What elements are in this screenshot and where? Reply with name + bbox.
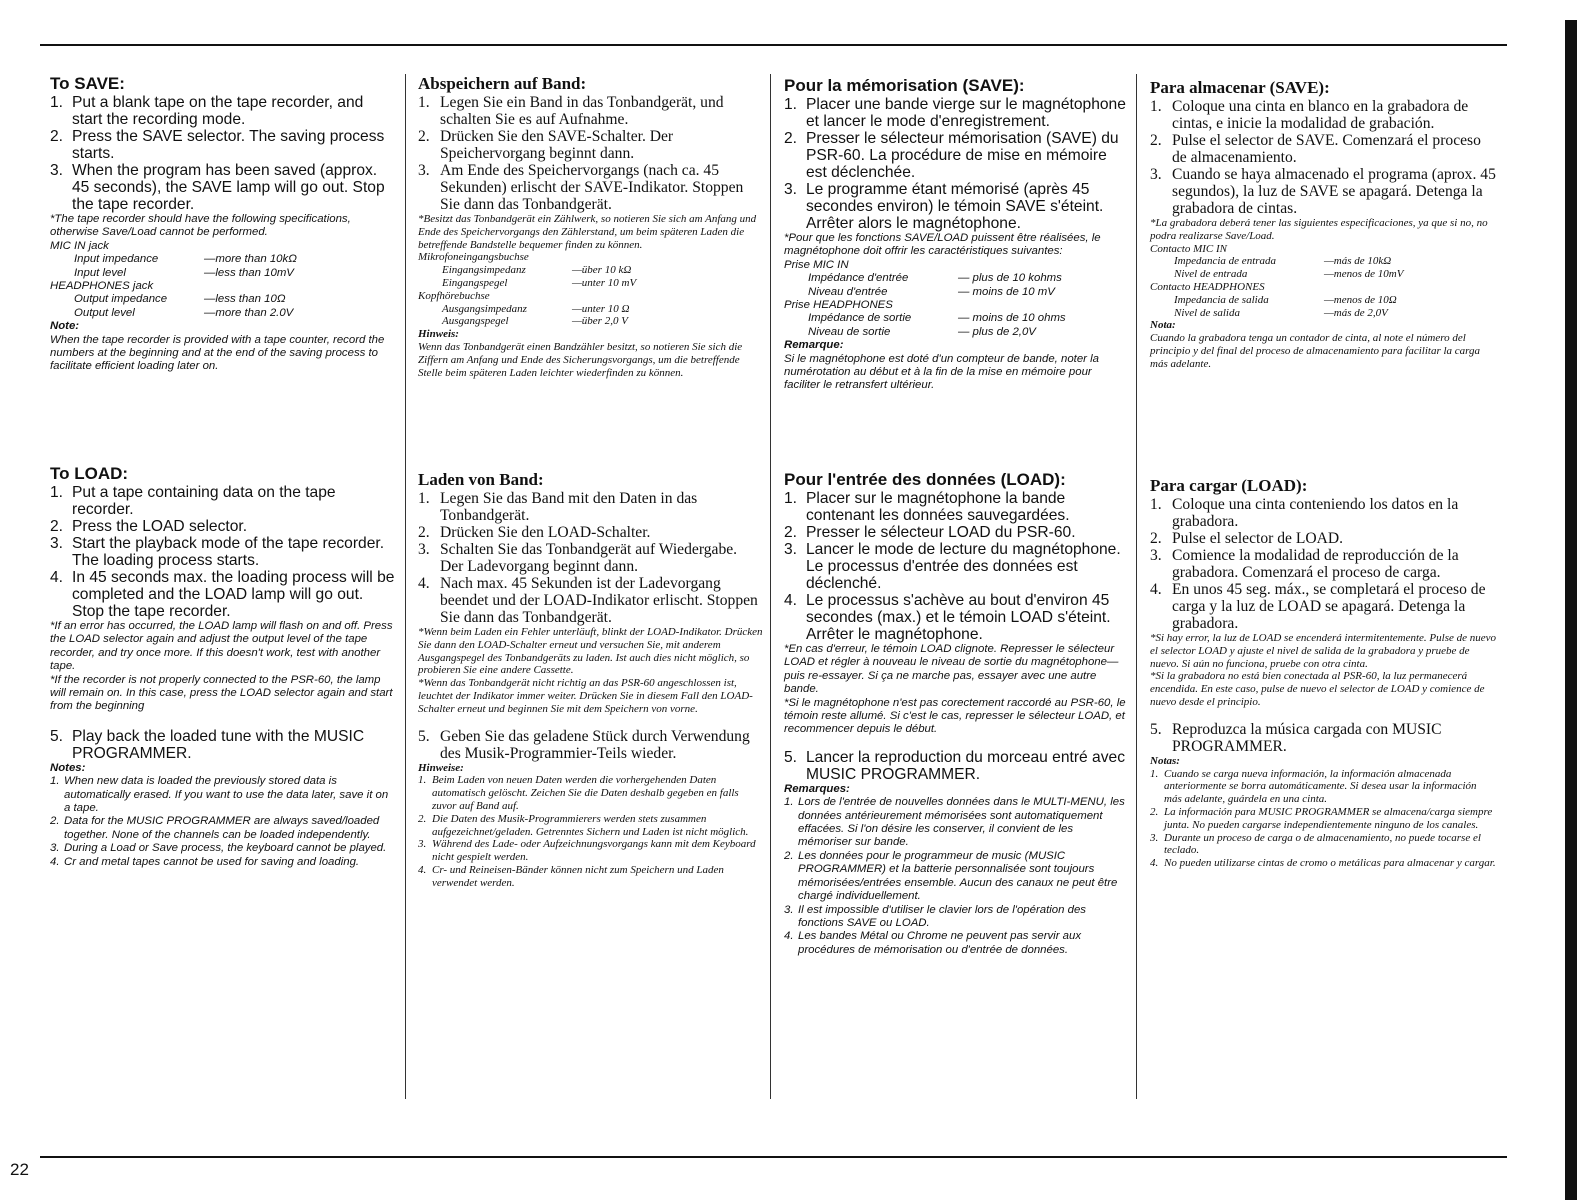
save-section: [418, 74, 764, 379]
load-section: [50, 464, 396, 869]
note-item: 3. Il est impossible d'utiliser le clavier lors de l'opération des fonctions SAVE ou LOAD.: [784, 903, 1086, 929]
notes-list: [50, 775, 396, 869]
load-footnote: *Si le magnétophone n'est pas corectement raccordé au PSR-60, le témoin reste allumé. Si c'est le cas, represser le sélecteur LOAD, et recommencer depuis le début.: [784, 696, 1126, 736]
note-text: Wenn das Tonbandgerät einen Bandzähler besitzt, so notieren Sie sich die Ziffern am Anfang und Ende des Sicherungsvorgangs, um die betreffende Stelle beim späteren Laden leichter wiederfinden zu können.: [418, 340, 743, 379]
note-label: Nota:: [1150, 319, 1176, 332]
save-step: 3. When the program has been saved (approx. 45 seconds), the SAVE lamp will go out. Stop the tape recorder.: [50, 162, 385, 213]
load-footnote: *If the recorder is not properly connected to the PSR-60, the lamp will remain on. In this case, press the LOAD selector again and start from the beginning: [50, 673, 393, 713]
notes-list: [1150, 768, 1496, 870]
notes-label: Hinweise:: [418, 761, 464, 774]
load-step: 2. Pulse el selector de LOAD.: [1150, 530, 1344, 547]
save-heading: To SAVE:: [50, 74, 125, 93]
bottom-rule: [40, 1156, 1507, 1158]
notes-list: [418, 774, 764, 889]
load-step: 1. Legen Sie das Band mit den Daten in das Tonbandgerät.: [418, 490, 698, 524]
note-item: 1. Cuando se carga nueva información, la información almacenada anteriormente se borra automáticamente. Si desea usar la información más adelante, guárdela en una cinta.: [1150, 767, 1477, 806]
load-section: [784, 470, 1130, 957]
save-section: [1150, 78, 1496, 371]
note-item: 4. Cr- und Reineisen-Bänder können nicht zum Speichern und Laden verwendet werden.: [418, 863, 724, 889]
save-footnote: *La grabadora deberá tener las siguientes especificaciones, ya que si no, no podra realizarse Save/Load.: [1150, 217, 1488, 242]
binding-edge: [1565, 20, 1577, 1200]
save-section: [50, 74, 396, 374]
save-step: 2. Drücken Sie den SAVE-Schalter. Der Speichervorgang beginnt dann.: [418, 128, 674, 162]
load-step: 1. Placer sur le magnétophone la bande contenant les données sauvegardées.: [784, 490, 1070, 524]
load-step: 3. Start the playback mode of the tape recorder. The loading process starts.: [50, 535, 385, 569]
note-item: 4. Cr and metal tapes cannot be used for saving and loading.: [50, 855, 360, 868]
save-step: 2. Presser le sélecteur mémorisation (SAVE) du PSR-60. La procédure de mise en mémoire est déclenchée.: [784, 130, 1119, 181]
load-step: 1. Coloque una cinta conteniendo los datos en la grabadora.: [1150, 496, 1459, 530]
column-german: [418, 74, 764, 1094]
playback-step: 5. Reproduzca la música cargada con MUSIC PROGRAMMER.: [1150, 720, 1442, 755]
column-spanish: [1150, 74, 1496, 1094]
save-step: 2. Press the SAVE selector. The saving process starts.: [50, 128, 385, 162]
spec-table: Prise MIC IN Impédance d'entrée — plus de 10 kohms Niveau d'entrée — moins de 10 mV Prise HEADPHONES Impédance de sortie — moins de 10 ohms Niveau de sortie — plus de 2,0V: [784, 258, 1066, 338]
column-english: [50, 74, 396, 1094]
note-item: 3. During a Load or Save process, the keyboard cannot be played.: [50, 842, 387, 855]
column-divider: [1136, 74, 1137, 1099]
column-french: [784, 74, 1130, 1094]
save-step: 2. Pulse el selector de SAVE. Comenzará el proceso de almacenamiento.: [1150, 132, 1481, 166]
note-text: When the tape recorder is provided with a tape counter, record the numbers at the beginning and at the end of the saving process to facilitate efficient loading later on.: [50, 333, 385, 373]
load-step: 1. Put a tape containing data on the tape recorder.: [50, 484, 336, 518]
save-heading: Abspeichern auf Band:: [418, 74, 587, 93]
notes-label: Remarques:: [784, 782, 850, 795]
column-divider: [405, 74, 406, 1099]
save-step: 3. Le programme étant mémorisé (après 45 secondes environ) le témoin SAVE s'éteint. Arrêter alors le magnétophone.: [784, 181, 1104, 232]
load-step: 4. In 45 seconds max. the loading process will be completed and the LOAD lamp will go out. Stop the tape recorder.: [50, 569, 395, 620]
save-step: 3. Cuando se haya almacenado el programa (aprox. 45 segundos), la luz de SAVE se apagará. Detenga la grabadora de cintas.: [1150, 166, 1496, 217]
load-step: 4. Le processus s'achève au bout d'environ 45 secondes (max.) et le témoin LOAD s'éteint. Arrêter le magnétophone.: [784, 592, 1111, 643]
save-step: 1. Put a blank tape on the tape recorder, and start the recording mode.: [50, 94, 364, 128]
load-heading: Laden von Band:: [418, 470, 544, 489]
note-text: Si le magnétophone est doté d'un compteur de bande, noter la numérotation au début et à la fin de la mise en mémoire pour faciliter le retransfert ultérieur.: [784, 352, 1100, 392]
note-item: 2. Data for the MUSIC PROGRAMMER are always saved/loaded together. None of the channels can be loaded independently.: [50, 815, 380, 841]
note-item: 2. Die Daten des Musik-Programmierers werden stets zusammen aufgezeichnet/geladen. Getrenntes Sichern und Laden ist nicht möglich.: [418, 812, 749, 838]
note-label: Hinweis:: [418, 328, 459, 341]
load-footnote: *En cas d'erreur, le témoin LOAD clignote. Represser le sélecteur LOAD et régler à nouveau le niveau de sortie du magnétophone—puis re-essayer. Si ça ne marche pas, essayer avec une autre bande.: [784, 643, 1119, 696]
save-steps: [50, 94, 396, 213]
load-footnote: *If an error has occurred, the LOAD lamp will flash on and off. Press the LOAD selector again and adjust the output level of the tape recorder, and try once more. If this doesn't work, test with another tape.: [50, 620, 393, 673]
load-footnote: *Wenn beim Laden ein Fehler unterläuft, blinkt der LOAD-Indikator. Drücken Sie dann den LOAD-Schalter erneut und versuchen Sie, mit anderem Ausgangspegel des Tonbandgeräts zu laden. Ist auch dies nicht möglich, so probieren Sie eine andere Cassette.: [418, 626, 763, 677]
load-footnote: *Si la grabadora no está bien conectada al PSR-60, la luz permanecerá encendida. En este caso, pulse de nuevo el selector de LOAD y comience de nuevo desde el principio.: [1150, 670, 1485, 708]
load-step: 2. Drücken Sie den LOAD-Schalter.: [418, 524, 651, 541]
load-step: 3. Comience la modalidad de reproducción de la grabadora. Comenzará el proceso de carga.: [1150, 547, 1459, 581]
load-step: 2. Presser le sélecteur LOAD du PSR-60.: [784, 524, 1076, 541]
load-section: [1150, 476, 1496, 870]
playback-step: 5. Lancer la reproduction du morceau entré avec MUSIC PROGRAMMER.: [784, 748, 1125, 783]
load-footnote: *Wenn das Tonbandgerät nicht richtig an das PSR-60 angeschlossen ist, leuchtet der Indikator immer weiter. Drücken Sie in diesem Fall den LOAD-Schalter erneut und beginnen Sie mit dem Speichern von vorne.: [418, 677, 753, 715]
note-item: 4. Les bandes Métal ou Chrome ne peuvent pas servir aux procédures de mémorisation ou d'entrée de données.: [784, 930, 1082, 956]
save-step: 3. Am Ende des Speichervorgangs (nach ca. 45 Sekunden) erlischt der SAVE-Indikator. Stoppen Sie dann das Tonbandgerät.: [418, 162, 744, 213]
spec-table: MIC IN jack Input impedance —more than 10kΩ Input level —less than 10mV HEADPHONES jack Output impedance —less than 10Ω Output level —more than 2.0V: [50, 239, 297, 319]
notes-label: Notas:: [1150, 754, 1180, 767]
note-item: 4. No pueden utilizarse cintas de cromo o metálicas para almacenar y cargar.: [1150, 857, 1496, 870]
load-heading: To LOAD:: [50, 464, 129, 483]
save-footnote: *Besitzt das Tonbandgerät ein Zählwerk, so notieren Sie sich am Anfang und Ende des Speichervorgangs den Zählerstand, um beim späteren Laden die betreffende Bandstelle bequemer finden zu können.: [418, 213, 757, 251]
save-step: 1. Placer une bande vierge sur le magnétophone et lancer le mode d'enregistrement.: [784, 96, 1126, 130]
notes-list: [784, 796, 1130, 957]
save-steps: [418, 94, 764, 213]
note-item: 3. Durante un proceso de carga o de almacenamiento, no puede tocarse el teclado.: [1150, 831, 1481, 857]
save-step: 1. Coloque una cinta en blanco en la grabadora de cintas, e inicie la modalidad de grabación.: [1150, 98, 1469, 132]
note-label: Note:: [50, 320, 80, 333]
save-step: 1. Legen Sie ein Band in das Tonbandgerät, und schalten Sie es auf Aufnahme.: [418, 94, 724, 128]
load-heading: Para cargar (LOAD):: [1150, 476, 1308, 495]
page-number: 22: [10, 1160, 29, 1179]
save-steps: [784, 96, 1130, 232]
top-rule: [40, 44, 1507, 46]
note-text: Cuando la grabadora tenga un contador de cinta, al note el número del principio y del final del proceso de almacenamiento para facilitar la carga más adelante.: [1150, 332, 1481, 370]
save-steps: [1150, 98, 1496, 217]
save-footnote: *Pour que les fonctions SAVE/LOAD puissent être réalisées, le magnétophone doit offrir les caractéristiques suivantes:: [784, 232, 1101, 258]
playback-step: 5. Geben Sie das geladene Stück durch Verwendung des Musik-Programmier-Teils wieder.: [418, 727, 750, 762]
load-step: 2. Press the LOAD selector.: [50, 518, 248, 535]
load-steps: [784, 490, 1130, 643]
load-steps: [418, 490, 764, 626]
save-heading: Pour la mémorisation (SAVE):: [784, 76, 1025, 95]
column-divider: [770, 74, 771, 1099]
load-section: [418, 470, 764, 890]
load-step: 3. Schalten Sie das Tonbandgerät auf Wiedergabe. Der Ladevorgang beginnt dann.: [418, 541, 738, 575]
notes-label: Notes:: [50, 761, 86, 774]
load-steps: [1150, 496, 1496, 632]
save-heading: Para almacenar (SAVE):: [1150, 78, 1330, 97]
load-footnote: *Si hay error, la luz de LOAD se encenderá intermitentemente. Pulse de nuevo el selector LOAD y ajuste el nivel de salida de la grabadora y pruebe de nuevo. Si aún no funciona, pruebe con otra cinta.: [1150, 632, 1497, 670]
save-footnote: *The tape recorder should have the following specifications, otherwise Save/Load cannot be performed.: [50, 213, 351, 239]
spec-table: Contacto MIC IN Impedancia de entrada —más de 10kΩ Nivel de entrada —menos de 10mV Contacto HEADPHONES Impedancia de salida —menos de 10Ω Nivel de salida —más de 2,0V: [1150, 242, 1404, 319]
note-item: 2. Les données pour le programmeur de music (MUSIC PROGRAMMER) et la batterie personnalisée sont toujours mémorisées/entrées ensemble. Aucun des canaux ne peut être chargé individuellement.: [784, 849, 1118, 903]
note-item: 1. Lors de l'entrée de nouvelles données dans le MULTI-MENU, les données antérieurement mémorisées sont automatiquement effacées. Si l'on désire les conserver, il convient de les mémoriser sur bande.: [784, 796, 1125, 849]
note-item: 1. When new data is loaded the previously stored data is automatically erased. If you want to use the data later, save it on a tape.: [50, 775, 389, 815]
load-heading: Pour l'entrée des données (LOAD):: [784, 470, 1066, 489]
load-step: 3. Lancer le mode de lecture du magnétophone. Le processus d'entrée des données est déclenché.: [784, 541, 1121, 592]
playback-step: 5. Play back the loaded tune with the MUSIC PROGRAMMER.: [50, 727, 365, 762]
save-section: [784, 76, 1130, 393]
note-item: 1. Beim Laden von neuen Daten werden die vorhergehenden Daten automatisch gelöscht. Zeichen Sie die Daten deshalb gegeben en falls zuvor auf Band auf.: [418, 774, 739, 812]
load-step: 4. En unos 45 seg. máx., se completará el proceso de carga y la luz de LOAD se apagará. Detenga la grabadora.: [1150, 581, 1486, 632]
load-step: 4. Nach max. 45 Sekunden ist der Ladevorgang beendet und der LOAD-Indikator erlischt. Stoppen Sie dann das Tonbandgerät.: [418, 575, 758, 626]
spec-table: Mikrofoneingangsbuchse Eingangsimpedanz —über 10 kΩ Eingangspegel —unter 10 mV Kopfhörebuchse Ausgangsimpedanz —unter 10 Ω Ausgangspegel —über 2,0 V: [418, 251, 637, 328]
note-item: 3. Während des Lade- oder Aufzeichnungsvorgangs kann mit dem Keyboard nicht gespielt werden.: [418, 838, 756, 864]
note-item: 2. La información para MUSIC PROGRAMMER se almacena/carga siempre junta. No pueden cargarse independientemente ninguno de los canales.: [1150, 805, 1493, 831]
note-label: Remarque:: [784, 339, 844, 352]
load-steps: [50, 484, 396, 620]
